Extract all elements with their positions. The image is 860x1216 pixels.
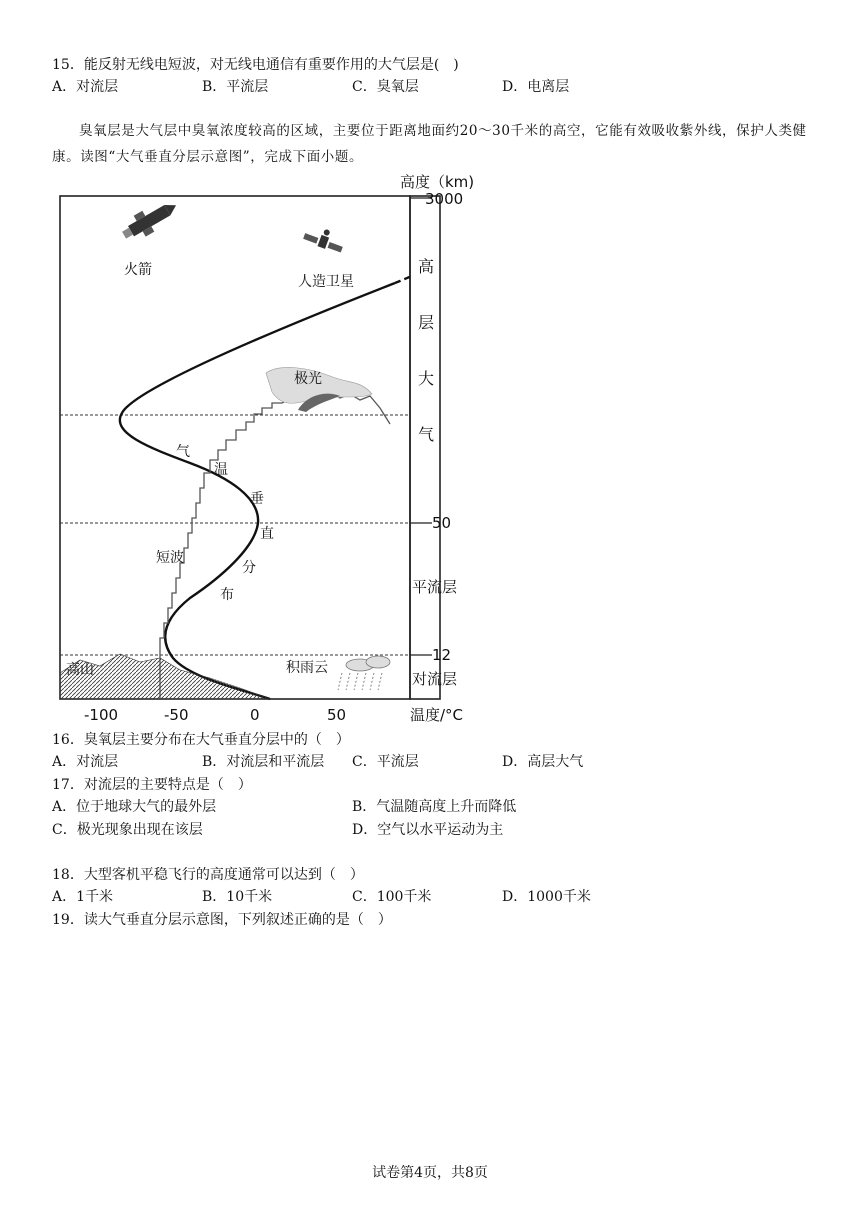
satellite-icon	[302, 223, 346, 255]
q18-option-c: C．100千米	[352, 889, 432, 905]
curve-label-char-4: 直	[260, 526, 274, 542]
x-axis-title: 温度/°C	[410, 706, 464, 724]
cloud-label: 积雨云	[286, 660, 328, 676]
aurora-label: 极光	[294, 371, 322, 387]
question-18-stem: 18．大型客机平稳飞行的高度通常可以达到（ ）	[52, 867, 364, 883]
shortwave-label: 短波	[156, 550, 184, 566]
q15-option-a: A．对流层	[52, 79, 119, 95]
curve-label-char-1: 气	[176, 444, 190, 460]
curve-label-char-2: 温	[214, 462, 228, 478]
q16-option-b: B．对流层和平流层	[202, 754, 325, 770]
question-16-stem: 16．臭氧层主要分布在大气垂直分层中的（ ）	[52, 732, 350, 748]
x-tick-50: 50	[327, 706, 347, 724]
y-tick-12: 12	[432, 646, 452, 664]
question-15-stem: 15．能反射无线电短波，对无线电通信有重要作用的大气层是( )	[52, 57, 459, 73]
q17-option-a: A．位于地球大气的最外层	[52, 799, 217, 815]
q18-option-b: B．10千米	[202, 889, 273, 905]
y-axis-title: 高度（km)	[400, 173, 475, 191]
rocket-label: 火箭	[124, 262, 152, 278]
x-tick-minus-100: -100	[84, 706, 119, 724]
satellite-label: 人造卫星	[298, 274, 354, 290]
y-tick-50: 50	[432, 514, 452, 532]
q16-option-a: A．对流层	[52, 754, 119, 770]
rocket-icon	[118, 195, 182, 246]
troposphere-label: 对流层	[412, 670, 458, 688]
q16-option-c: C．平流层	[352, 754, 419, 770]
q16-option-d: D．高层大气	[502, 754, 584, 770]
q18-option-a: A．1千米	[52, 889, 114, 905]
x-tick-minus-50: -50	[164, 706, 189, 724]
q15-option-d: D．电离层	[502, 79, 570, 95]
stratosphere-label: 平流层	[412, 578, 458, 596]
q15-option-c: C．臭氧层	[352, 79, 419, 95]
upper-atmosphere-char-3: 大	[418, 369, 435, 388]
q15-option-b: B．平流层	[202, 79, 269, 95]
question-19-stem: 19．读大气垂直分层示意图，下列叙述正确的是（ ）	[52, 912, 392, 928]
shortwave-reflection-path	[160, 390, 390, 699]
curve-label-char-6: 布	[220, 587, 234, 603]
upper-atmosphere-char-1: 高	[418, 257, 435, 276]
upper-atmosphere-char-2: 层	[418, 313, 435, 332]
question-17-stem: 17．对流层的主要特点是（ ）	[52, 777, 252, 793]
curve-label-char-5: 分	[242, 560, 256, 576]
page-footer: 试卷第4页，共8页	[372, 1165, 488, 1181]
mountain-label: 高山	[66, 662, 94, 678]
y-tick-3000: 3000	[425, 190, 464, 208]
reading-passage: 臭氧层是大气层中臭氧浓度较高的区域，主要位于距离地面约20～30千米的高空，它能有效吸收紫外线，保护人类健康。读图“大气垂直分层示意图”，完成下面小题。	[52, 123, 807, 165]
atmosphere-layers-figure	[40, 168, 480, 726]
plot-frame	[60, 196, 410, 699]
q17-option-d: D．空气以水平运动为主	[352, 822, 504, 838]
cumulonimbus-cloud-icon	[338, 656, 390, 690]
q17-option-c: C．极光现象出现在该层	[52, 822, 203, 838]
upper-atmosphere-char-4: 气	[418, 425, 435, 444]
q18-option-d: D．1000千米	[502, 889, 591, 905]
q17-option-b: B．气温随高度上升而降低	[352, 799, 517, 815]
x-tick-0: 0	[250, 706, 260, 724]
curve-label-char-3: 垂	[250, 491, 264, 507]
